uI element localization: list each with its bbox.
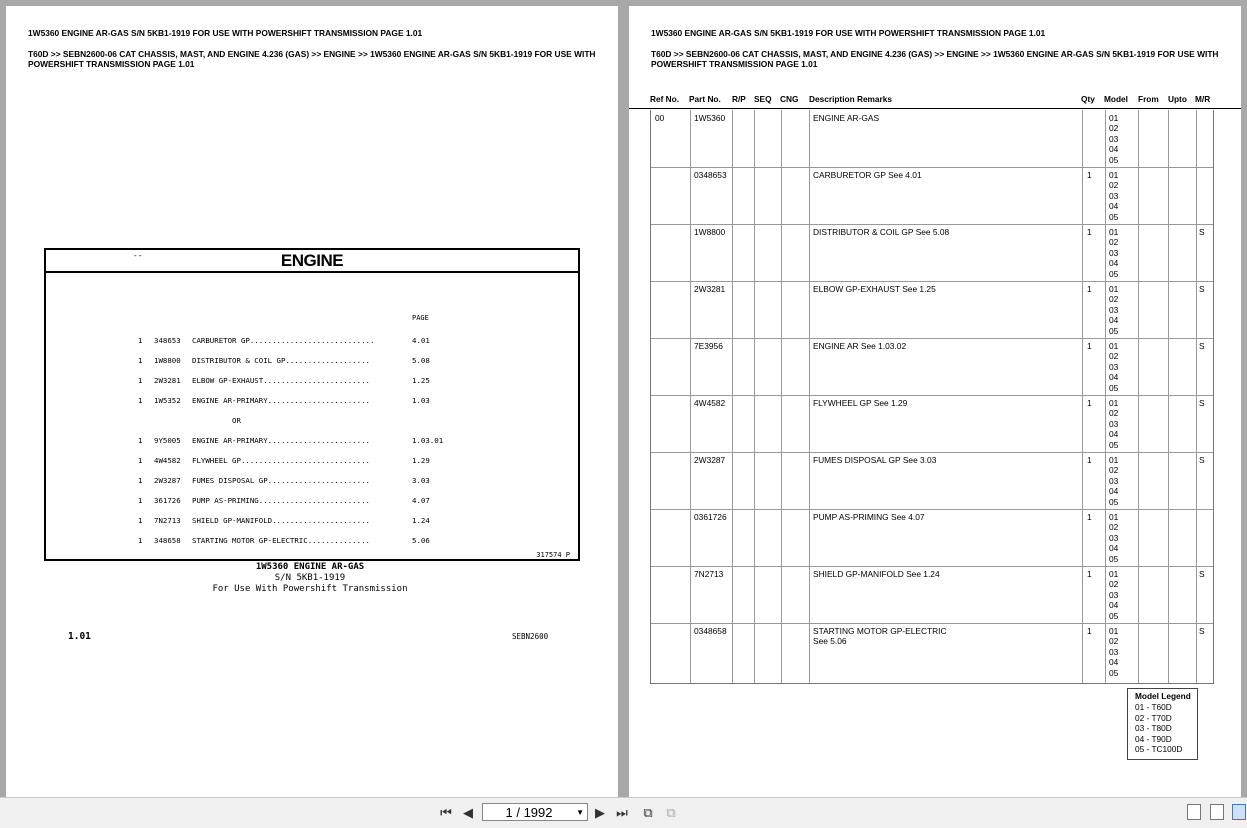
table-row: 00 1W5360 ENGINE AR-GAS 01 02 03 04 05 [651, 110, 1213, 168]
table-row: 4W4582 FLYWHEEL GP See 1.29 1 01 02 03 04 05 S [651, 395, 1213, 453]
scan-reference-code: 317574 P [536, 551, 570, 559]
table-header [629, 94, 1241, 109]
next-page-icon[interactable]: ▶ [595, 805, 605, 820]
scanned-illustration [44, 248, 580, 561]
scan-title: ENGINE [46, 250, 578, 273]
last-page-icon[interactable]: ⏭ [616, 805, 628, 820]
scan-row: 1 2W3287 FUMES DISPOSAL GP....................... 3.03 [138, 476, 430, 485]
page-breadcrumb: T60D >> SEBN2600-06 CAT CHASSIS, MAST, AND ENGINE 4.236 (GAS) >> ENGINE >> 1W5360 ENGINE AR-GAS S/N 5KB1-1919 FOR USE WITH POWERSHIFT TRANSMISSION PAGE 1.01 [651, 49, 1219, 69]
table-row: 2W3287 FUMES DISPOSAL GP See 3.03 1 01 02 03 04 05 S [651, 452, 1213, 510]
parts-table [650, 110, 1214, 684]
single-page-view-icon[interactable] [1187, 804, 1201, 820]
left-page [6, 6, 618, 798]
scan-tick-marks: - - [134, 251, 142, 260]
table-row: 1W8800 DISTRIBUTOR & COIL GP See 5.08 1 01 02 03 04 05 S [651, 224, 1213, 282]
page-header-title: 1W5360 ENGINE AR-GAS S/N 5KB1-1919 FOR USE WITH POWERSHIFT TRANSMISSION PAGE 1.01 [651, 28, 1046, 38]
page-header-title: 1W5360 ENGINE AR-GAS S/N 5KB1-1919 FOR USE WITH POWERSHIFT TRANSMISSION PAGE 1.01 [28, 28, 423, 38]
right-page [629, 6, 1241, 798]
model-legend-item: 02 - T70D [1135, 712, 1172, 723]
table-row: 0361726 PUMP AS-PRIMING See 4.07 1 01 02 03 04 05 [651, 509, 1213, 567]
model-legend-title: Model Legend [1135, 691, 1191, 701]
two-page-view-icon[interactable] [1232, 804, 1246, 820]
first-page-icon[interactable]: ⏮ [440, 805, 452, 820]
model-legend-item: 01 - T60D [1135, 702, 1172, 713]
col-description: Description Remarks [809, 94, 893, 104]
viewer-toolbar [0, 797, 1247, 828]
scan-or-text: OR [232, 416, 241, 425]
scan-row: 1 2W3281 ELBOW GP-EXHAUST........................ 1.25 [138, 376, 430, 385]
continuous-view-icon[interactable] [1210, 804, 1224, 820]
col-qty: Qty [1081, 94, 1095, 104]
scan-row: 1 1W5352 ENGINE AR-PRIMARY....................... 1.03 [138, 396, 430, 405]
fit-width-icon[interactable]: ⧉ [666, 805, 676, 820]
fit-page-icon[interactable]: ⧉ [643, 805, 653, 820]
table-row: 0348658 STARTING MOTOR GP-ELECTRIC See 5.06 1 01 02 03 04 05 S [694, 626, 1205, 678]
scan-row: 1 1W8800 DISTRIBUTOR & COIL GP................... 5.08 [138, 356, 430, 365]
col-from: From [1138, 94, 1159, 104]
col-cng: CNG [780, 94, 799, 104]
scan-caption-title: 1W5360 ENGINE AR-GAS [255, 562, 365, 572]
scan-row: 1 4W4582 FLYWHEEL GP............................. 1.29 [138, 456, 430, 465]
col-seq: SEQ [754, 94, 772, 104]
col-mr: M/R [1195, 94, 1211, 104]
page-breadcrumb: T60D >> SEBN2600-06 CAT CHASSIS, MAST, AND ENGINE 4.236 (GAS) >> ENGINE >> 1W5360 ENGINE AR-GAS S/N 5KB1-1919 FOR USE WITH POWERSHIFT TRANSMISSION PAGE 1.01 [28, 49, 596, 69]
scan-footer-doc: SEBN2600 [512, 632, 549, 641]
col-rp: R/P [732, 94, 746, 104]
model-legend [1127, 688, 1198, 760]
table-row: 0348653 CARBURETOR GP See 4.01 1 01 02 03 04 05 [651, 167, 1213, 225]
scan-row: 1 361726 PUMP AS-PRIMING......................... 4.07 [138, 496, 430, 505]
model-legend-item: 04 - T90D [1135, 733, 1172, 744]
chevron-down-icon: ▼ [576, 808, 584, 817]
scan-row: 1 348653 CARBURETOR GP............................ 4.01 [138, 336, 430, 345]
scan-row: 1 7N2713 SHIELD GP-MANIFOLD...................... 1.24 [138, 516, 430, 525]
prev-page-icon[interactable]: ◀ [463, 805, 473, 820]
scan-page-column-header: PAGE [412, 314, 429, 322]
col-model: Model [1104, 94, 1128, 104]
page-number-value: 1 / 1992 [505, 805, 553, 820]
scan-footer-page: 1.01 [68, 631, 91, 642]
scan-row: 1 348658 STARTING MOTOR GP-ELECTRIC.............. 5.06 [138, 536, 430, 545]
scan-caption-serial: S/N 5KB1-1919 [274, 573, 346, 583]
table-row: 7E3956 ENGINE AR See 1.03.02 1 01 02 03 04 05 S [651, 338, 1213, 396]
page-number-select[interactable] [482, 803, 588, 821]
col-ref-no: Ref No. [650, 94, 680, 104]
scan-caption-note: For Use With Powershift Transmission [212, 584, 408, 594]
col-upto: Upto [1168, 94, 1187, 104]
model-legend-item: 03 - T80D [1135, 723, 1172, 734]
col-part-no: Part No. [689, 94, 721, 104]
scan-row: 1 9Y5005 ENGINE AR-PRIMARY....................... 1.03.01 [138, 436, 444, 445]
table-row: 7N2713 SHIELD GP-MANIFOLD See 1.24 1 01 02 03 04 05 S [651, 566, 1213, 624]
model-legend-item: 05 - TC100D [1135, 744, 1183, 755]
table-row: 2W3281 ELBOW GP-EXHAUST See 1.25 1 01 02 03 04 05 S [651, 281, 1213, 339]
